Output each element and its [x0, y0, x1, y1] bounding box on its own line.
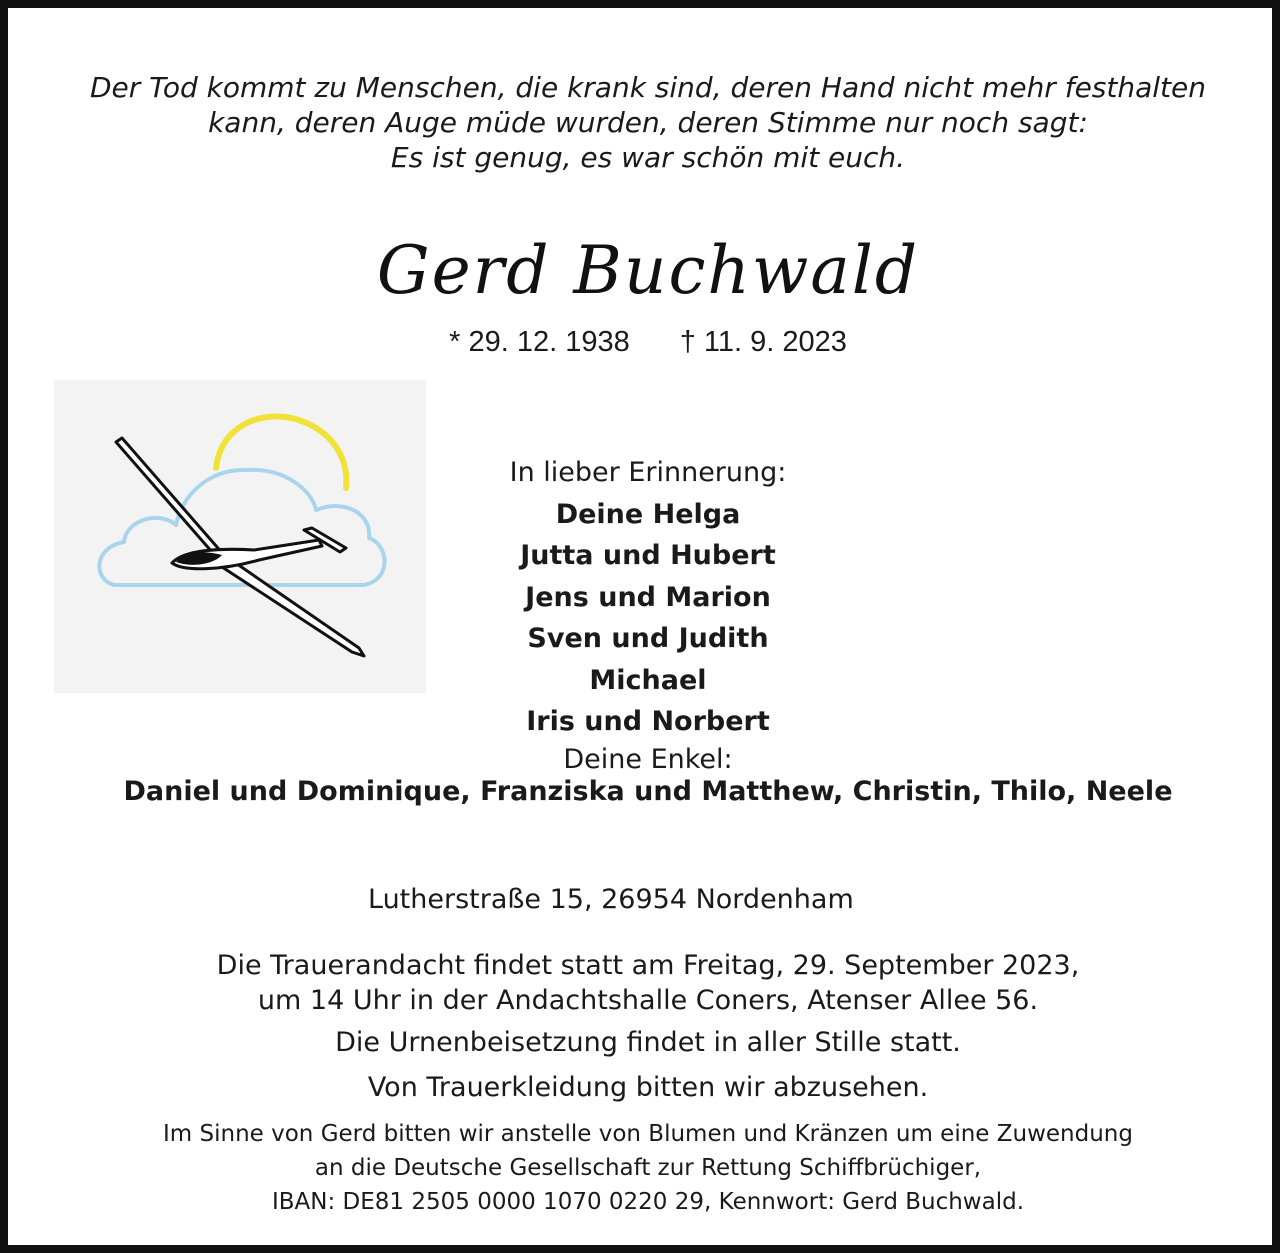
life-dates: [8, 324, 1280, 360]
family-member: Sven und Judith: [527, 623, 769, 654]
quote-line: Der Tod kommt zu Menschen, die krank sind, deren Hand nicht mehr festhalten: [89, 71, 1207, 104]
family-member: Jens und Marion: [525, 581, 771, 613]
birth-date: * 29. 12. 1938: [449, 326, 630, 358]
quote-line: Es ist genug, es war schön mit euch.: [390, 141, 906, 174]
family-address: Lutherstraße 15, 26954 Nordenham: [368, 884, 854, 915]
donation-line: IBAN: DE81 2505 0000 1070 0220 29, Kennwort: Gerd Buchwald.: [271, 1189, 1025, 1215]
grandchildren-names: Daniel und Dominique, Franziska und Matthew, Christin, Thilo, Neele: [123, 776, 1173, 807]
memorial-service-info: [8, 948, 1280, 1018]
donation-line: an die Deutsche Gesellschaft zur Rettung Schiffbrüchiger,: [314, 1155, 982, 1181]
service-line: um 14 Uhr in der Andachtshalle Coners, Atenser Allee 56.: [257, 985, 1039, 1016]
family-member: Michael: [589, 664, 707, 696]
death-date: † 11. 9. 2023: [679, 326, 847, 358]
donation-line: Im Sinne von Gerd bitten wir anstelle von Blumen und Kränzen um eine Zuwendung: [163, 1121, 1133, 1147]
urn-burial-note: Die Urnenbeisetzung findet in aller Stille statt.: [335, 1027, 961, 1058]
attire-note: Von Trauerkleidung bitten wir abzusehen.: [367, 1072, 929, 1103]
grandchildren-label: Deine Enkel:: [563, 744, 733, 775]
service-line: Die Trauerandacht findet statt am Freitag, 29. September 2023,: [216, 950, 1080, 981]
family-member: Jutta und Hubert: [520, 540, 776, 571]
family-member: Iris und Norbert: [526, 706, 770, 737]
family-member: Deine Helga: [555, 498, 741, 530]
deceased-name: Gerd Buchwald: [376, 232, 920, 309]
donation-request: [8, 1117, 1280, 1219]
opening-quote: [8, 70, 1280, 175]
quote-line: kann, deren Auge müde wurden, deren Stimme nur noch sagt:: [208, 106, 1088, 139]
mourners-list: [8, 452, 1280, 743]
mourners-intro: In lieber Erinnerung:: [509, 457, 787, 488]
